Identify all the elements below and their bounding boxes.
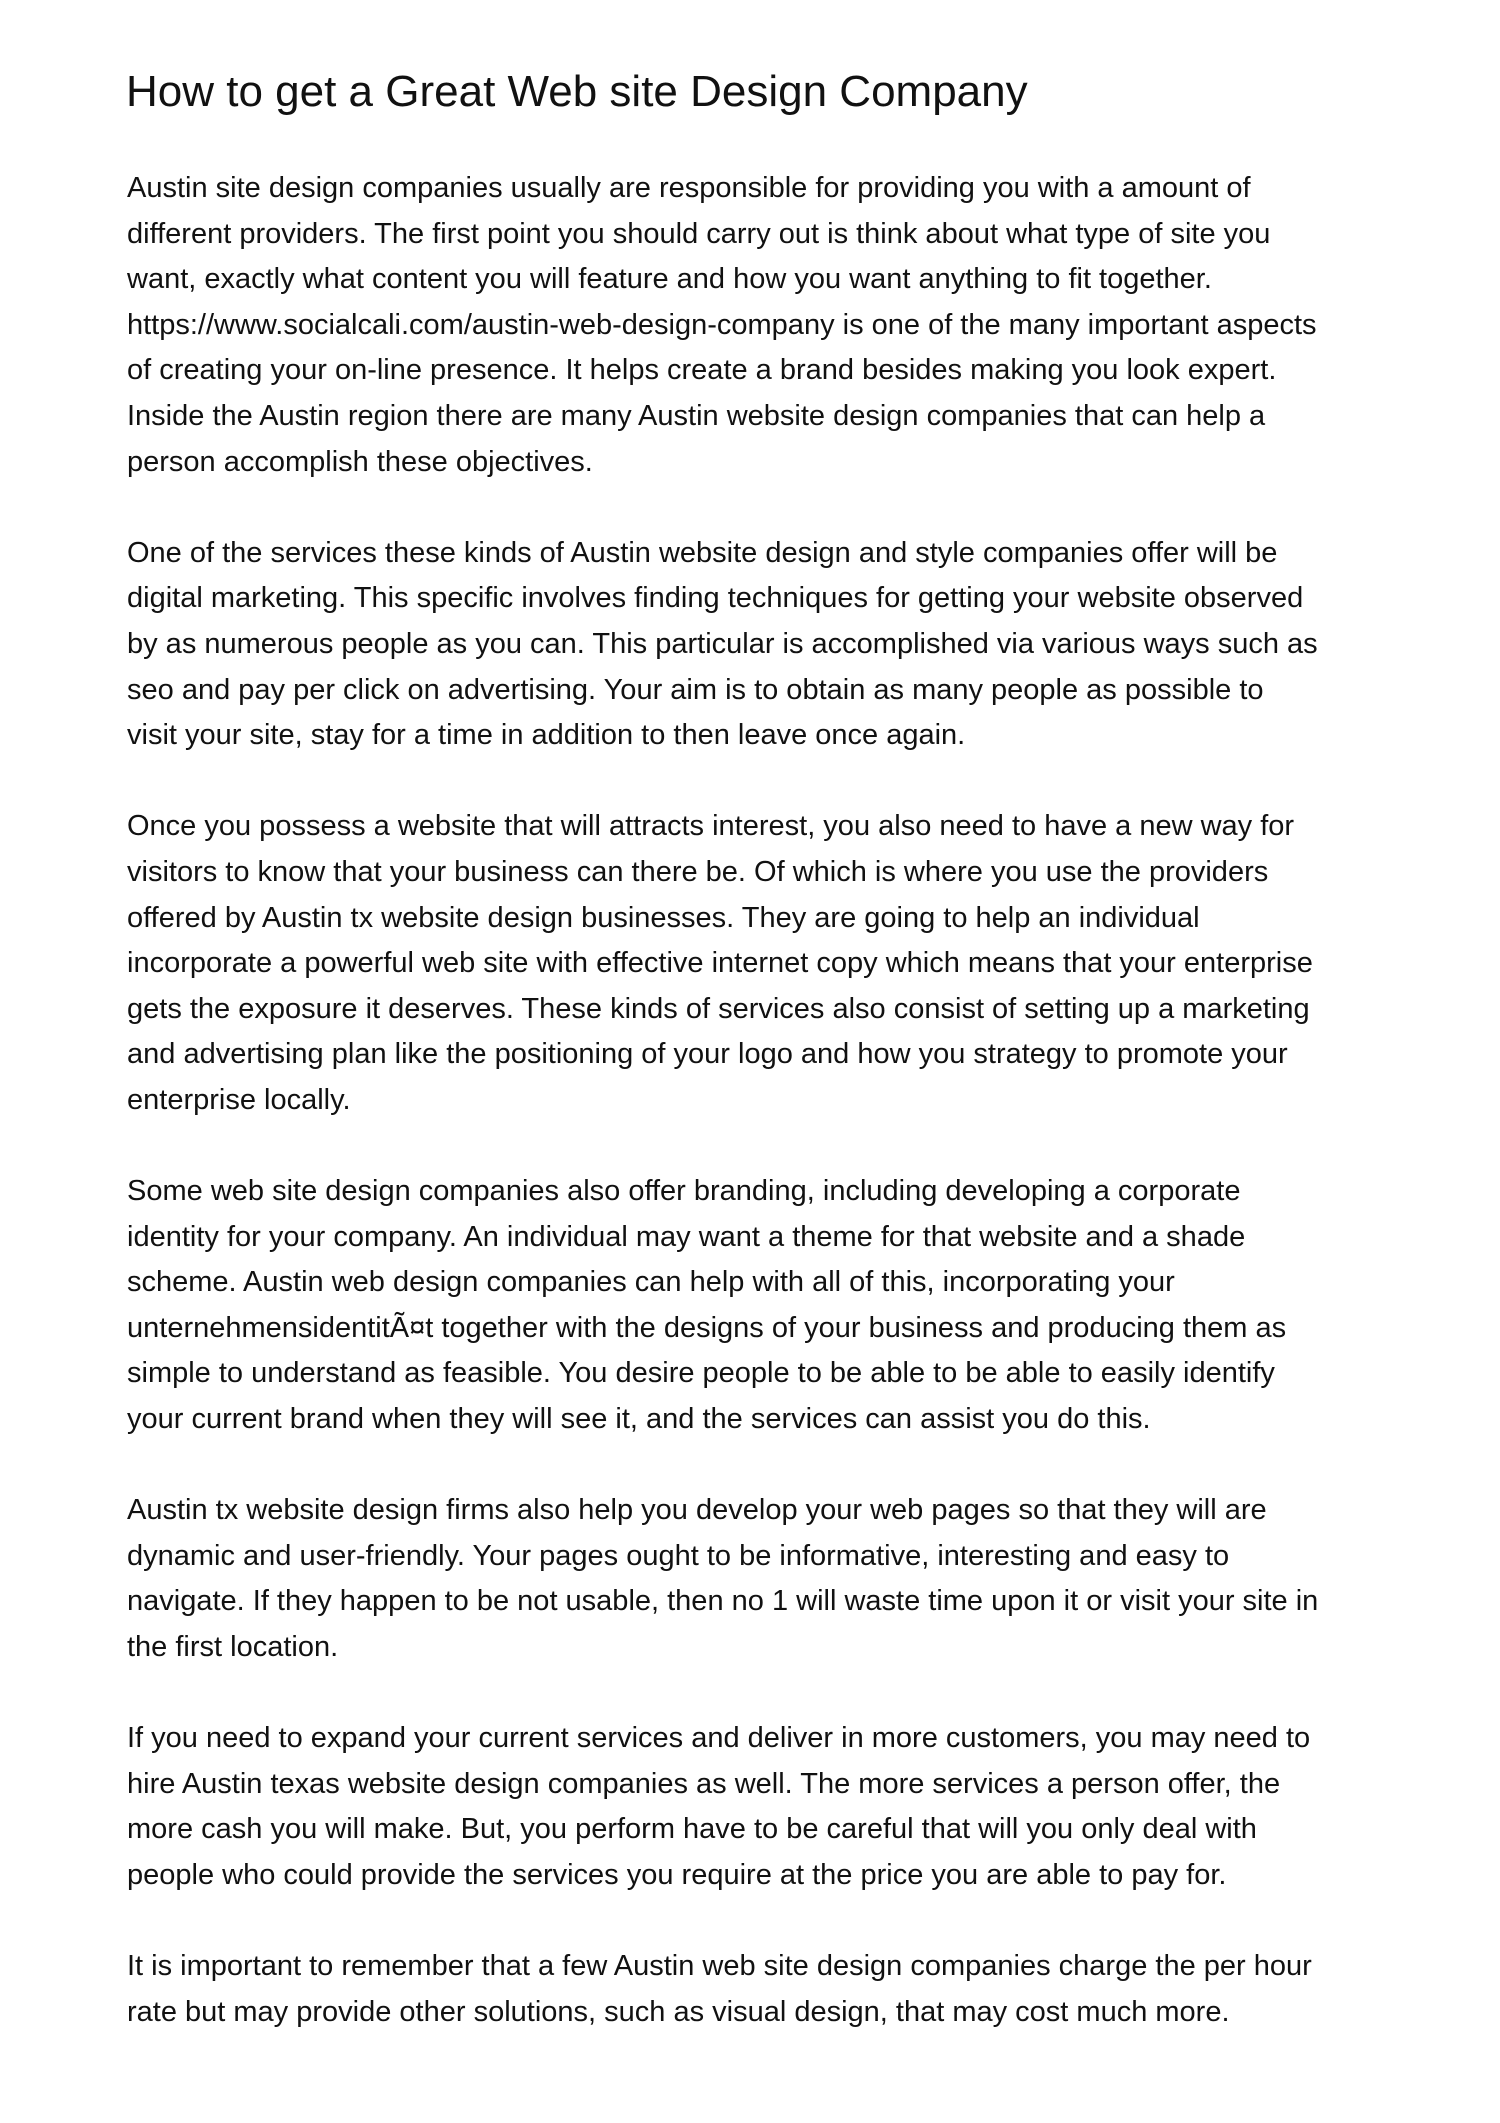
text-line: and advertising plan like the positioning of your logo and how you strategy to promote your <box>127 1038 1288 1071</box>
text-line: more cash you will make. But, you perform have to be careful that will you only deal with <box>127 1813 1257 1846</box>
text-line: Austin tx website design firms also help you develop your web pages so that they will are <box>127 1494 1267 1527</box>
text-line: Austin site design companies usually are responsible for providing you with a amount of <box>127 172 1251 204</box>
text-line: unternehmensidentitÃ¤t together with the designs of your business and producing them as <box>127 1311 1287 1344</box>
text-line: person accomplish these objectives. <box>127 445 593 478</box>
text-line: https://www.socialcali.com/austin-web-design-company is one of the many important aspects <box>127 308 1317 341</box>
text-line: your current brand when they will see it, and the services can assist you do this. <box>127 1403 1151 1436</box>
text-line: gets the exposure it deserves. These kinds of services also consist of setting up a marketing <box>127 992 1310 1025</box>
paragraph <box>127 1716 1318 1898</box>
text-line: simple to understand as feasible. You desire people to be able to be able to easily identify <box>127 1357 1275 1390</box>
text-line: by as numerous people as you can. This particular is accomplished via various ways such as <box>127 627 1318 660</box>
paragraph <box>127 1944 1318 2035</box>
paragraph <box>127 166 1318 485</box>
text-line: different providers. The first point you should carry out is think about what type of site you <box>127 217 1271 250</box>
paragraph <box>127 531 1318 759</box>
text-line: dynamic and user-friendly. Your pages ought to be informative, interesting and easy to <box>127 1539 1230 1572</box>
text-line: offered by Austin tx website design businesses. They are going to help an individual <box>127 901 1200 934</box>
text-line: Once you possess a website that will attracts interest, you also need to have a new way for <box>127 810 1295 843</box>
text-line: scheme. Austin web design companies can help with all of this, incorporating your <box>127 1266 1175 1299</box>
text-line: seo and pay per click on advertising. Your aim is to obtain as many people as possible to <box>127 673 1264 706</box>
text-line: enterprise locally. <box>127 1083 351 1116</box>
text-line: Some web site design companies also offer branding, including developing a corporate <box>127 1175 1241 1208</box>
text-line: It is important to remember that a few Austin web site design companies charge the per hour <box>127 1950 1312 1983</box>
text-line: identity for your company. An individual may want a theme for that website and a shade <box>127 1220 1246 1253</box>
page-title: How to get a Great Web site Design Company <box>126 67 1028 116</box>
text-line: navigate. If they happen to be not usable, then no 1 will waste time upon it or visit your site in <box>127 1585 1319 1618</box>
text-line: hire Austin texas website design companies as well. The more services a person offer, the <box>127 1767 1281 1800</box>
text-line: One of the services these kinds of Austin website design and style companies offer will be <box>127 536 1278 569</box>
text-line: rate but may provide other solutions, such as visual design, that may cost much more. <box>127 1995 1230 2028</box>
text-line: incorporate a powerful web site with effective internet copy which means that your enterprise <box>127 947 1313 980</box>
document-body <box>127 166 1318 2081</box>
text-line: If you need to expand your current services and deliver in more customers, you may need to <box>127 1722 1311 1755</box>
paragraph <box>127 1169 1318 1443</box>
text-line: want, exactly what content you will feature and how you want anything to fit together. <box>127 263 1212 296</box>
text-line: digital marketing. This specific involves finding techniques for getting your website observed <box>127 582 1304 615</box>
text-line: Inside the Austin region there are many Austin website design companies that can help a <box>127 399 1266 432</box>
text-line: people who could provide the services you require at the price you are able to pay for. <box>127 1858 1227 1891</box>
text-line: of creating your on-line presence. It helps create a brand besides making you look expert. <box>127 354 1277 387</box>
text-line: visitors to know that your business can there be. Of which is where you use the providers <box>127 855 1269 888</box>
paragraph <box>127 804 1318 1123</box>
text-line: the first location. <box>127 1631 339 1663</box>
text-line: visit your site, stay for a time in addition to then leave once again. <box>127 719 966 752</box>
paragraph <box>127 1488 1318 1670</box>
